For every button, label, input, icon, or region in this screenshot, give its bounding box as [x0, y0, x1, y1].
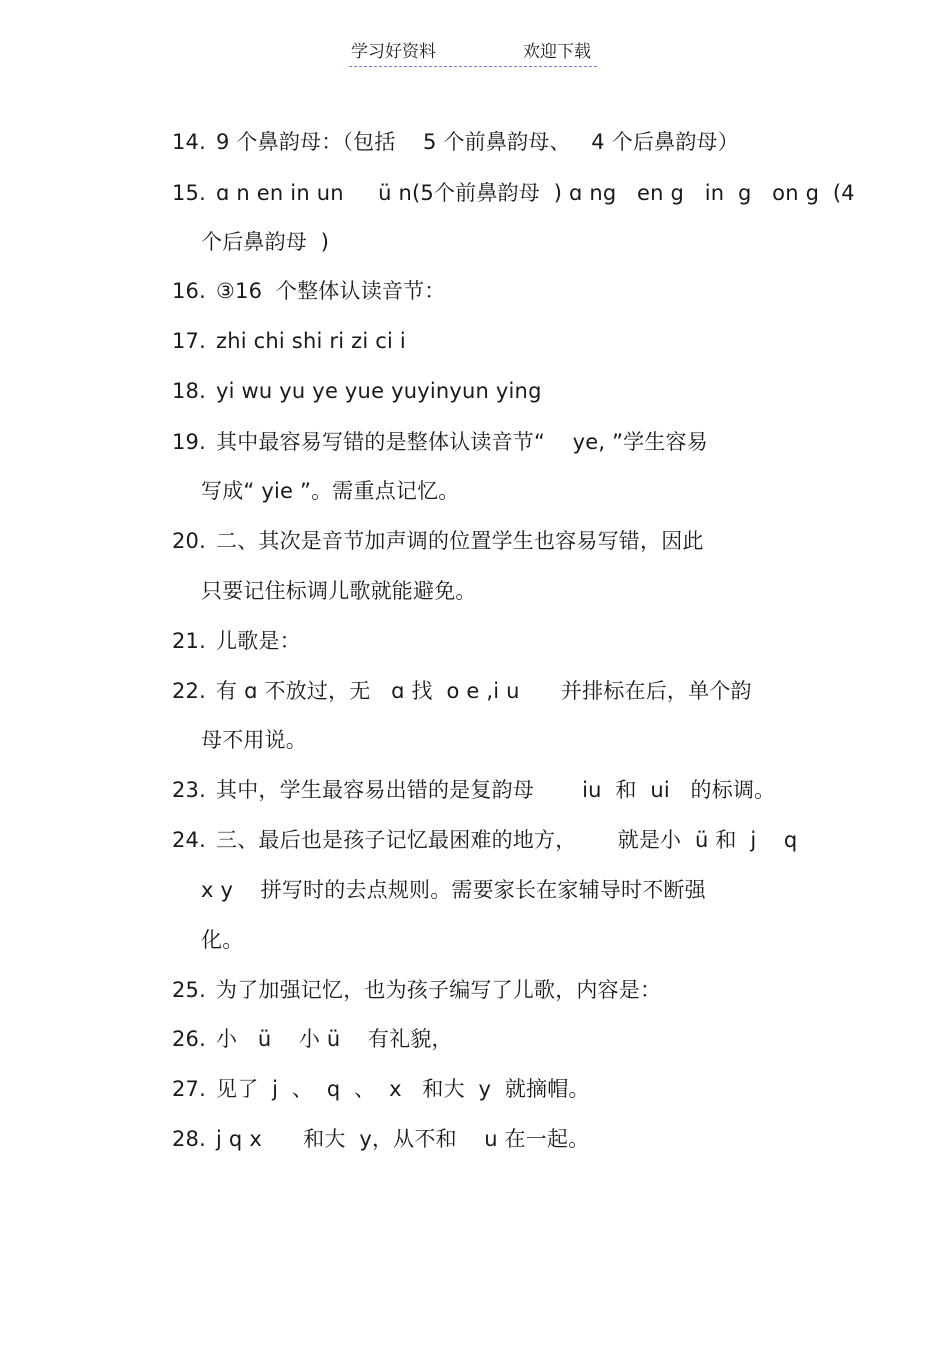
- list-item: [172, 276, 446, 306]
- list-item: [172, 825, 797, 855]
- item-number: 28.: [172, 1127, 206, 1151]
- item-text-continuation: 写成“ yie ”。需重点记忆。: [201, 479, 460, 503]
- item-number: 15.: [172, 181, 206, 205]
- item-number: 27.: [172, 1077, 206, 1101]
- list-item: [172, 775, 775, 805]
- item-text: 有 ɑ 不放过，无 ɑ 找 o e ,i u 并排标在后，单个韵: [216, 679, 752, 703]
- list-item: [172, 376, 542, 406]
- item-number: 26.: [172, 1027, 206, 1051]
- item-text-continuation: 化。: [201, 928, 244, 952]
- list-item: [172, 676, 752, 706]
- page-header: [349, 40, 597, 67]
- list-item: [172, 178, 855, 208]
- item-text: 其中最容易写错的是整体认读音节“ ye, ”学生容易: [216, 430, 708, 454]
- item-number: 25.: [172, 978, 206, 1002]
- item-number: 16.: [172, 279, 206, 303]
- item-text: 三、最后也是孩子记忆最困难的地方， 就是小 ü 和 j q: [216, 828, 798, 852]
- item-text-continuation: 母不用说。: [201, 728, 307, 752]
- item-text: 儿歌是：: [216, 629, 301, 653]
- item-text: 二、其次是音节加声调的位置学生也容易写错，因此: [216, 529, 704, 553]
- item-number: 24.: [172, 828, 206, 852]
- item-text: ɑ n en in un ü n(5个前鼻韵母 ) ɑ ng en g in g on g (4: [216, 181, 855, 205]
- item-text: 9 个鼻韵母：（包括 5 个前鼻韵母、 4 个后鼻韵母）: [216, 130, 739, 154]
- item-text: 为了加强记忆，也为孩子编写了儿歌，内容是：: [216, 978, 662, 1002]
- item-text: zhi chi shi ri zi ci i: [216, 329, 406, 353]
- item-number: 20.: [172, 529, 206, 553]
- header-left-text: 学习好资料: [351, 42, 436, 62]
- item-text: j q x 和大 y，从不和 u 在一起。: [216, 1127, 590, 1151]
- item-text: 其中，学生最容易出错的是复韵母 iu 和 ui 的标调。: [216, 778, 776, 802]
- item-text: ③16 个整体认读音节：: [216, 279, 446, 303]
- list-item: [172, 526, 704, 556]
- header-right-text: 欢迎下载: [523, 42, 591, 62]
- item-text: 小 ü 小 ü 有礼貌，: [216, 1027, 453, 1051]
- list-item: [172, 626, 301, 656]
- item-text-continuation: x y 拼写时的去点规则。需要家长在家辅导时不断强: [201, 878, 706, 902]
- list-item: [172, 1074, 590, 1104]
- list-item: [172, 1024, 453, 1054]
- item-text-continuation: 个后鼻韵母 ): [201, 230, 330, 254]
- list-item: [172, 1124, 589, 1154]
- item-number: 22.: [172, 679, 206, 703]
- item-number: 17.: [172, 329, 206, 353]
- list-item: [172, 427, 708, 457]
- item-number: 23.: [172, 778, 206, 802]
- item-number: 18.: [172, 379, 206, 403]
- item-number: 14.: [172, 130, 206, 154]
- item-number: 19.: [172, 430, 206, 454]
- item-text: 见了 j 、 q 、 x 和大 y 就摘帽。: [216, 1077, 590, 1101]
- list-item: [172, 975, 661, 1005]
- list-item: [172, 326, 406, 356]
- item-text-continuation: 只要记住标调儿歌就能避免。: [201, 579, 477, 603]
- list-item: [172, 127, 739, 157]
- item-text: yi wu yu ye yue yuyinyun ying: [216, 379, 542, 403]
- item-number: 21.: [172, 629, 206, 653]
